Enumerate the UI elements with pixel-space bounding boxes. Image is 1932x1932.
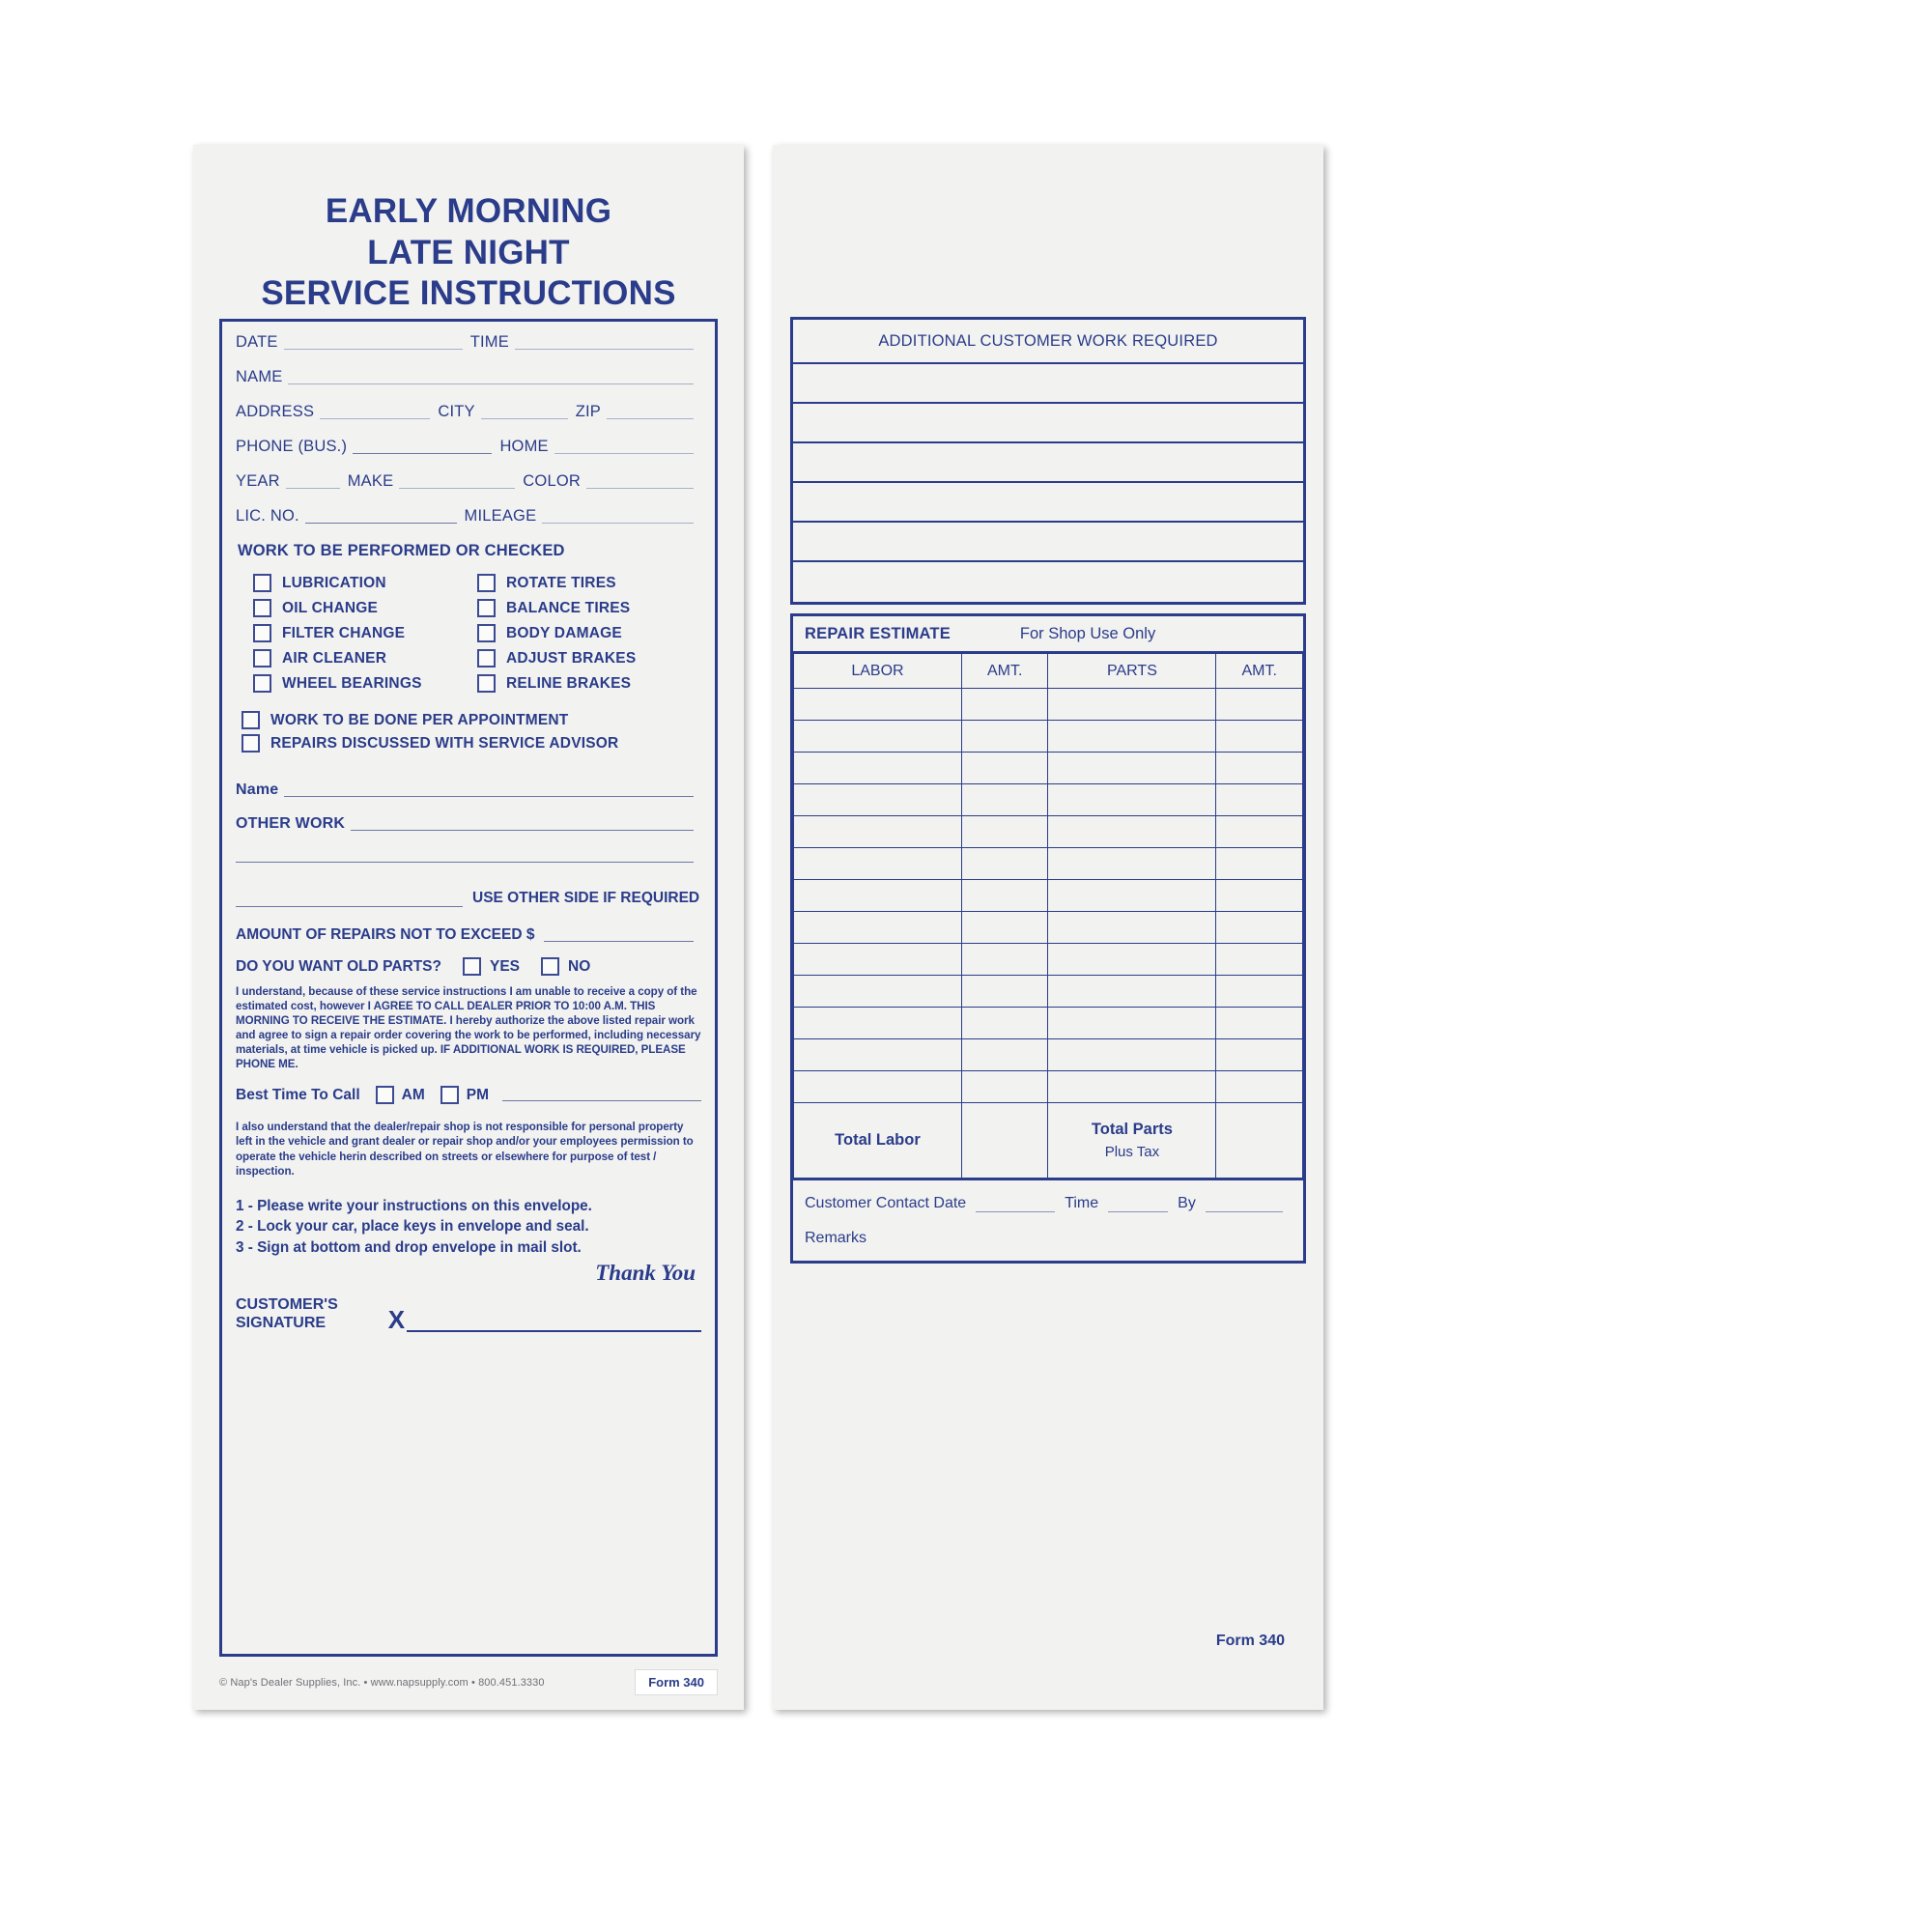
checkbox-wheel-bearings[interactable] (253, 674, 271, 693)
checkbox-row-repairs-discussed[interactable] (242, 734, 701, 753)
field-row-other-work (236, 815, 701, 833)
signature-x-mark: X (387, 1305, 406, 1335)
table-row[interactable] (794, 753, 1303, 784)
checkbox-old-parts-no[interactable] (541, 957, 559, 976)
cell-labor[interactable] (794, 1039, 962, 1071)
repair-estimate-table-body (794, 689, 1303, 1179)
cell-parts-amt[interactable] (1216, 912, 1303, 944)
checkbox-row-body-damage[interactable] (477, 624, 701, 642)
cell-labor-amt[interactable] (961, 944, 1048, 976)
work-checkbox-column-right (477, 574, 701, 699)
field-row-date-time (236, 333, 701, 352)
cell-labor[interactable] (794, 880, 962, 912)
table-header-row (794, 654, 1303, 689)
work-section-header: WORK TO BE PERFORMED OR CHECKED (238, 542, 565, 559)
repair-estimate-box (790, 613, 1306, 1264)
cell-parts-amt[interactable] (1216, 816, 1303, 848)
checkbox-label-repairs-discussed: REPAIRS DISCUSSED WITH SERVICE ADVISOR (270, 734, 619, 752)
city-input-line[interactable] (481, 406, 568, 419)
checkbox-work-per-appointment[interactable] (242, 711, 260, 729)
cell-parts-amt[interactable] (1216, 784, 1303, 816)
total-parts-cell (1048, 1103, 1216, 1179)
total-parts-amount-cell[interactable] (1216, 1103, 1303, 1179)
field-row-name (236, 368, 701, 386)
checkbox-label-adjust-brakes: ADJUST BRAKES (506, 649, 637, 667)
am-label: AM (401, 1086, 425, 1103)
field-row-advisor-name (236, 781, 701, 799)
make-label: MAKE (347, 472, 394, 490)
name-input-line[interactable] (288, 371, 694, 384)
total-parts-label: Total Parts (1091, 1121, 1173, 1138)
cell-labor[interactable] (794, 784, 962, 816)
cell-parts-amt[interactable] (1216, 1071, 1303, 1103)
checkbox-row-adjust-brakes[interactable] (477, 649, 701, 668)
checkbox-row-oil-change[interactable] (253, 599, 477, 617)
cell-parts[interactable] (1048, 816, 1216, 848)
legal-paragraph-1: I understand, because of these service instructions I am unable to receive a copy of the estimated cost, however I AGREE TO CALL DEALER PRIOR TO 10:00 A.M. THIS MORNING TO RECEIVE THE ESTIMATE. I hereby authorize the above listed repair work and agree to sign a repair order covering the work to be performed, including necessary materials, at time vehicle is picked up. IF ADDITIONAL WORK IS REQUIRED, PLEASE PHONE ME. (236, 985, 701, 1071)
cell-labor[interactable] (794, 816, 962, 848)
customer-signature-row (236, 1295, 701, 1335)
lic-no-label: LIC. NO. (236, 507, 299, 525)
cell-labor-amt[interactable] (961, 784, 1048, 816)
checkbox-am[interactable] (376, 1086, 394, 1104)
field-row-vehicle (236, 472, 701, 491)
instruction-step-3: 3 - Sign at bottom and drop envelope in mail slot. (236, 1239, 582, 1257)
cell-parts-amt[interactable] (1216, 944, 1303, 976)
instruction-steps (236, 1196, 701, 1259)
table-row[interactable] (794, 721, 1303, 753)
old-parts-yes-label: YES (489, 957, 520, 975)
column-header-parts: PARTS (1048, 654, 1216, 689)
front-footer (219, 1669, 718, 1695)
checkbox-adjust-brakes[interactable] (477, 649, 496, 668)
cell-labor[interactable] (794, 976, 962, 1008)
cell-labor[interactable] (794, 944, 962, 976)
amount-not-to-exceed-row (236, 926, 701, 944)
checkbox-label-air-cleaner: AIR CLEANER (282, 649, 387, 667)
cell-parts[interactable] (1048, 944, 1216, 976)
cell-parts[interactable] (1048, 912, 1216, 944)
pm-label: PM (466, 1086, 489, 1103)
field-row-other-work-2 (236, 849, 701, 865)
table-row[interactable] (794, 1008, 1303, 1039)
total-labor-label: Total Labor (794, 1103, 962, 1179)
instruction-step-1: 1 - Please write your instructions on this envelope. (236, 1197, 592, 1214)
old-parts-row (236, 957, 701, 976)
cell-labor[interactable] (794, 1071, 962, 1103)
customer-contact-block (793, 1179, 1303, 1261)
cell-parts[interactable] (1048, 1008, 1216, 1039)
work-checkbox-wide-group (242, 711, 701, 753)
cell-parts[interactable] (1048, 784, 1216, 816)
additional-work-row[interactable] (793, 483, 1303, 523)
legal-paragraph-2: I also understand that the dealer/repair shop is not responsible for personal property left in the vehicle and grant dealer or repair shop and/or your employees permission to operate the vehicle herin described on streets or elsewhere for purpose of test / inspection. (236, 1121, 694, 1178)
mileage-input-line[interactable] (542, 510, 694, 524)
contact-by-input-line[interactable] (1206, 1200, 1283, 1212)
cell-parts[interactable] (1048, 1071, 1216, 1103)
advisor-name-label: Name (236, 781, 279, 798)
cell-labor-amt[interactable] (961, 1071, 1048, 1103)
copyright-text: © Nap's Dealer Supplies, Inc. • www.napsupply.com • 800.451.3330 (219, 1676, 545, 1689)
address-input-line[interactable] (320, 406, 430, 419)
repair-estimate-title-row (793, 616, 1303, 653)
cell-parts[interactable] (1048, 721, 1216, 753)
front-form-box (219, 319, 718, 1657)
checkbox-rotate-tires[interactable] (477, 574, 496, 592)
name-label: NAME (236, 368, 283, 385)
cell-parts[interactable] (1048, 753, 1216, 784)
cell-parts[interactable] (1048, 689, 1216, 721)
cell-labor-amt[interactable] (961, 1008, 1048, 1039)
table-totals-row (794, 1103, 1303, 1179)
cell-labor[interactable] (794, 721, 962, 753)
customer-contact-date-input-line[interactable] (976, 1200, 1055, 1212)
checkbox-label-body-damage: BODY DAMAGE (506, 624, 622, 641)
instruction-step-2: 2 - Lock your car, place keys in envelope and seal. (236, 1218, 589, 1236)
customer-signature-label-line-2: SIGNATURE (236, 1314, 327, 1331)
column-header-labor: LABOR (794, 654, 962, 689)
front-title-block (193, 145, 744, 315)
checkbox-label-filter-change: FILTER CHANGE (282, 624, 406, 641)
year-label: YEAR (236, 472, 280, 490)
color-label: COLOR (523, 472, 581, 490)
checkbox-row-lubrication[interactable] (253, 574, 477, 592)
title-line-3: SERVICE INSTRUCTIONS (261, 274, 676, 313)
amount-not-to-exceed-input-line[interactable] (544, 928, 694, 942)
checkbox-old-parts-yes[interactable] (463, 957, 481, 976)
home-phone-label: HOME (499, 438, 549, 455)
checkbox-label-balance-tires: BALANCE TIRES (506, 599, 631, 616)
remarks-label: Remarks (805, 1230, 867, 1246)
column-header-parts-amount: AMT. (1216, 654, 1303, 689)
table-row[interactable] (794, 912, 1303, 944)
checkbox-label-rotate-tires: ROTATE TIRES (506, 574, 616, 591)
cell-parts[interactable] (1048, 880, 1216, 912)
checkbox-label-lubrication: LUBRICATION (282, 574, 386, 591)
table-row[interactable] (794, 1071, 1303, 1103)
cell-labor-amt[interactable] (961, 848, 1048, 880)
checkbox-filter-change[interactable] (253, 624, 271, 642)
contact-by-label: By (1178, 1195, 1196, 1211)
customer-signature-input-line[interactable] (407, 1322, 701, 1332)
cell-labor-amt[interactable] (961, 689, 1048, 721)
repair-estimate-table (793, 653, 1303, 1179)
total-labor-amount-cell[interactable] (961, 1103, 1048, 1179)
make-input-line[interactable] (399, 475, 515, 489)
cell-parts-amt[interactable] (1216, 880, 1303, 912)
service-envelope-back (773, 145, 1323, 1710)
back-form-number: Form 340 (1215, 1633, 1285, 1649)
best-time-to-call-label: Best Time To Call (236, 1086, 360, 1103)
cell-labor[interactable] (794, 912, 962, 944)
checkbox-reline-brakes[interactable] (477, 674, 496, 693)
work-checkbox-column-left (253, 574, 477, 699)
contact-time-input-line[interactable] (1108, 1200, 1168, 1212)
other-work-label: OTHER WORK (236, 815, 346, 832)
checkbox-row-reline-brakes[interactable] (477, 674, 701, 693)
cell-parts-amt[interactable] (1216, 753, 1303, 784)
customer-contact-row (805, 1195, 1292, 1212)
cell-labor-amt[interactable] (961, 880, 1048, 912)
year-input-line[interactable] (286, 475, 340, 489)
checkbox-pm[interactable] (440, 1086, 459, 1104)
cell-labor-amt[interactable] (961, 976, 1048, 1008)
use-other-side-input-line[interactable] (236, 894, 463, 907)
field-row-phone (236, 438, 701, 456)
checkbox-label-reline-brakes: RELINE BRAKES (506, 674, 632, 692)
advisor-name-input-line[interactable] (284, 783, 694, 797)
use-other-side-label: USE OTHER SIDE IF REQUIRED (472, 890, 700, 906)
table-row[interactable] (794, 944, 1303, 976)
work-checkbox-columns (253, 574, 701, 699)
use-other-side-row (236, 890, 701, 907)
cell-labor-amt[interactable] (961, 753, 1048, 784)
for-shop-use-only-label: For Shop Use Only (1019, 625, 1156, 642)
additional-work-box (790, 317, 1306, 605)
column-header-labor-amount: AMT. (961, 654, 1048, 689)
additional-work-row[interactable] (793, 364, 1303, 404)
time-input-line[interactable] (515, 336, 694, 350)
cell-labor-amt[interactable] (961, 721, 1048, 753)
date-input-line[interactable] (284, 336, 463, 350)
phone-bus-label: PHONE (BUS.) (236, 438, 348, 455)
checkbox-row-wheel-bearings[interactable] (253, 674, 477, 693)
field-row-address (236, 403, 701, 421)
cell-labor[interactable] (794, 848, 962, 880)
zip-label: ZIP (575, 403, 601, 420)
cell-parts-amt[interactable] (1216, 848, 1303, 880)
phone-bus-input-line[interactable] (353, 440, 492, 454)
additional-work-row[interactable] (793, 562, 1303, 602)
checkbox-balance-tires[interactable] (477, 599, 496, 617)
title-line-2: LATE NIGHT (367, 233, 570, 271)
home-phone-input-line[interactable] (554, 440, 694, 454)
additional-work-row[interactable] (793, 404, 1303, 443)
table-row[interactable] (794, 784, 1303, 816)
additional-work-row[interactable] (793, 523, 1303, 562)
additional-work-row[interactable] (793, 443, 1303, 483)
cell-parts[interactable] (1048, 976, 1216, 1008)
cell-parts-amt[interactable] (1216, 1039, 1303, 1071)
additional-work-header: ADDITIONAL CUSTOMER WORK REQUIRED (793, 320, 1303, 364)
other-work-input-line-1[interactable] (351, 817, 694, 831)
checkbox-row-filter-change[interactable] (253, 624, 477, 642)
table-row[interactable] (794, 880, 1303, 912)
zip-input-line[interactable] (607, 406, 694, 419)
table-row[interactable] (794, 848, 1303, 880)
checkbox-row-per-appointment[interactable] (242, 711, 701, 729)
cell-labor[interactable] (794, 753, 962, 784)
color-input-line[interactable] (586, 475, 694, 489)
other-work-input-line-2[interactable] (236, 849, 694, 863)
time-label: TIME (469, 333, 509, 351)
checkbox-label-wheel-bearings: WHEEL BEARINGS (282, 674, 422, 692)
best-time-input-line[interactable] (502, 1089, 701, 1101)
customer-contact-date-label: Customer Contact Date (805, 1195, 967, 1211)
customer-signature-label-line-1: CUSTOMER'S (236, 1295, 338, 1313)
checkbox-row-balance-tires[interactable] (477, 599, 701, 617)
contact-time-label: Time (1065, 1195, 1099, 1211)
checkbox-label-work-per-appointment: WORK TO BE DONE PER APPOINTMENT (270, 711, 569, 728)
thank-you-text: Thank You (595, 1260, 696, 1285)
checkbox-label-oil-change: OIL CHANGE (282, 599, 379, 616)
cell-parts-amt[interactable] (1216, 1008, 1303, 1039)
repair-estimate-title: REPAIR ESTIMATE (805, 625, 951, 642)
cell-parts-amt[interactable] (1216, 721, 1303, 753)
date-label: DATE (236, 333, 278, 351)
cell-parts-amt[interactable] (1216, 689, 1303, 721)
front-form-number-badge: Form 340 (635, 1669, 718, 1695)
service-envelope-front (193, 145, 744, 1710)
lic-no-input-line[interactable] (305, 510, 457, 524)
checkbox-body-damage[interactable] (477, 624, 496, 642)
checkbox-row-air-cleaner[interactable] (253, 649, 477, 668)
cell-parts-amt[interactable] (1216, 976, 1303, 1008)
plus-tax-label: Plus Tax (1104, 1144, 1160, 1160)
checkbox-oil-change[interactable] (253, 599, 271, 617)
table-row[interactable] (794, 689, 1303, 721)
cell-labor[interactable] (794, 689, 962, 721)
cell-labor-amt[interactable] (961, 816, 1048, 848)
customer-signature-label (236, 1295, 338, 1332)
address-label: ADDRESS (236, 403, 315, 420)
table-row[interactable] (794, 976, 1303, 1008)
amount-not-to-exceed-label: AMOUNT OF REPAIRS NOT TO EXCEED $ (236, 926, 535, 943)
table-row[interactable] (794, 816, 1303, 848)
cell-parts[interactable] (1048, 1039, 1216, 1071)
field-row-lic-mileage (236, 507, 701, 526)
title-line-1: EARLY MORNING (325, 192, 612, 230)
checkbox-repairs-discussed[interactable] (242, 734, 260, 753)
best-time-to-call-row (236, 1086, 701, 1104)
old-parts-question-label: DO YOU WANT OLD PARTS? (236, 957, 441, 975)
table-row[interactable] (794, 1039, 1303, 1071)
cell-parts[interactable] (1048, 848, 1216, 880)
mileage-label: MILEAGE (464, 507, 537, 525)
checkbox-lubrication[interactable] (253, 574, 271, 592)
old-parts-no-label: NO (568, 957, 591, 975)
checkbox-row-rotate-tires[interactable] (477, 574, 701, 592)
cell-labor-amt[interactable] (961, 1039, 1048, 1071)
checkbox-air-cleaner[interactable] (253, 649, 271, 668)
city-label: CITY (438, 403, 475, 420)
cell-labor-amt[interactable] (961, 912, 1048, 944)
cell-labor[interactable] (794, 1008, 962, 1039)
